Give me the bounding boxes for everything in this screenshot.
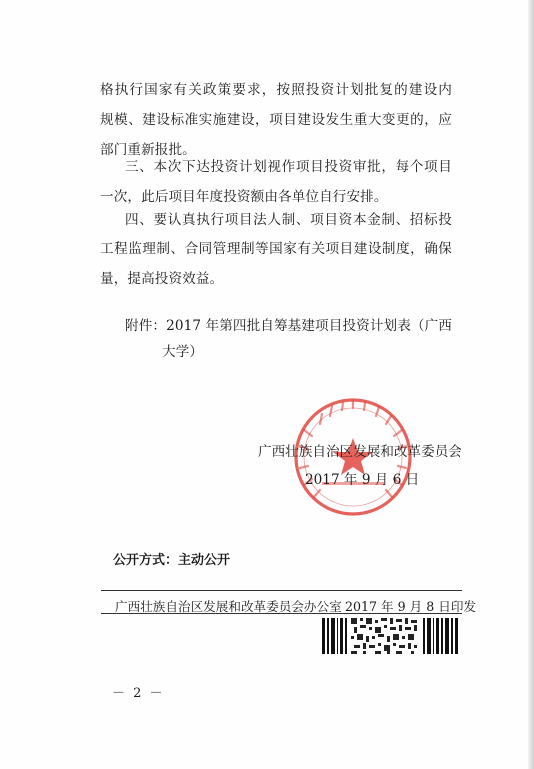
qr-barcode-icon [320, 615, 462, 657]
page-edge-shadow [528, 0, 534, 769]
attachment-line: 大学） [162, 344, 204, 360]
signing-organization: 广西壮族自治区发展和改革委员会 [258, 444, 462, 460]
issuing-office: 广西壮族自治区发展和改革委员会办公室 [115, 599, 342, 614]
page-number: － 2 － [112, 686, 165, 701]
issued-date: 2017 年 9 月 8 日印发 [345, 599, 477, 614]
body-line: 规模、建设标准实施建设，项目建设发生重大变更的，应 [100, 112, 452, 128]
footer-bottom-rule [101, 613, 462, 614]
body-line: 工程监理制、合同管理制等国家有关项目建设制度，确保 [100, 241, 452, 257]
footer-top-rule [101, 590, 462, 591]
body-line: 格执行国家有关政策要求，按照投资计划批复的建设内 [100, 82, 452, 98]
attachment-line: 附件：2017 年第四批自筹基建项目投资计划表（广西 [125, 318, 452, 334]
disclosure-label: 公开方式：主动公开 [113, 553, 231, 568]
body-line: 部门重新报批。 [100, 142, 196, 158]
signing-date: 2017 年 9 月 6 日 [305, 472, 420, 488]
body-line: 量，提高投资效益。 [100, 271, 224, 287]
body-line: 四、要认真执行项目法人制、项目资本金制、招标投 [125, 212, 452, 228]
body-line: 三、本次下达投资计划视作项目投资审批，每个项目 [125, 159, 452, 175]
body-line: 一次，此后项目年度投资额由各单位自行安排。 [100, 189, 388, 205]
